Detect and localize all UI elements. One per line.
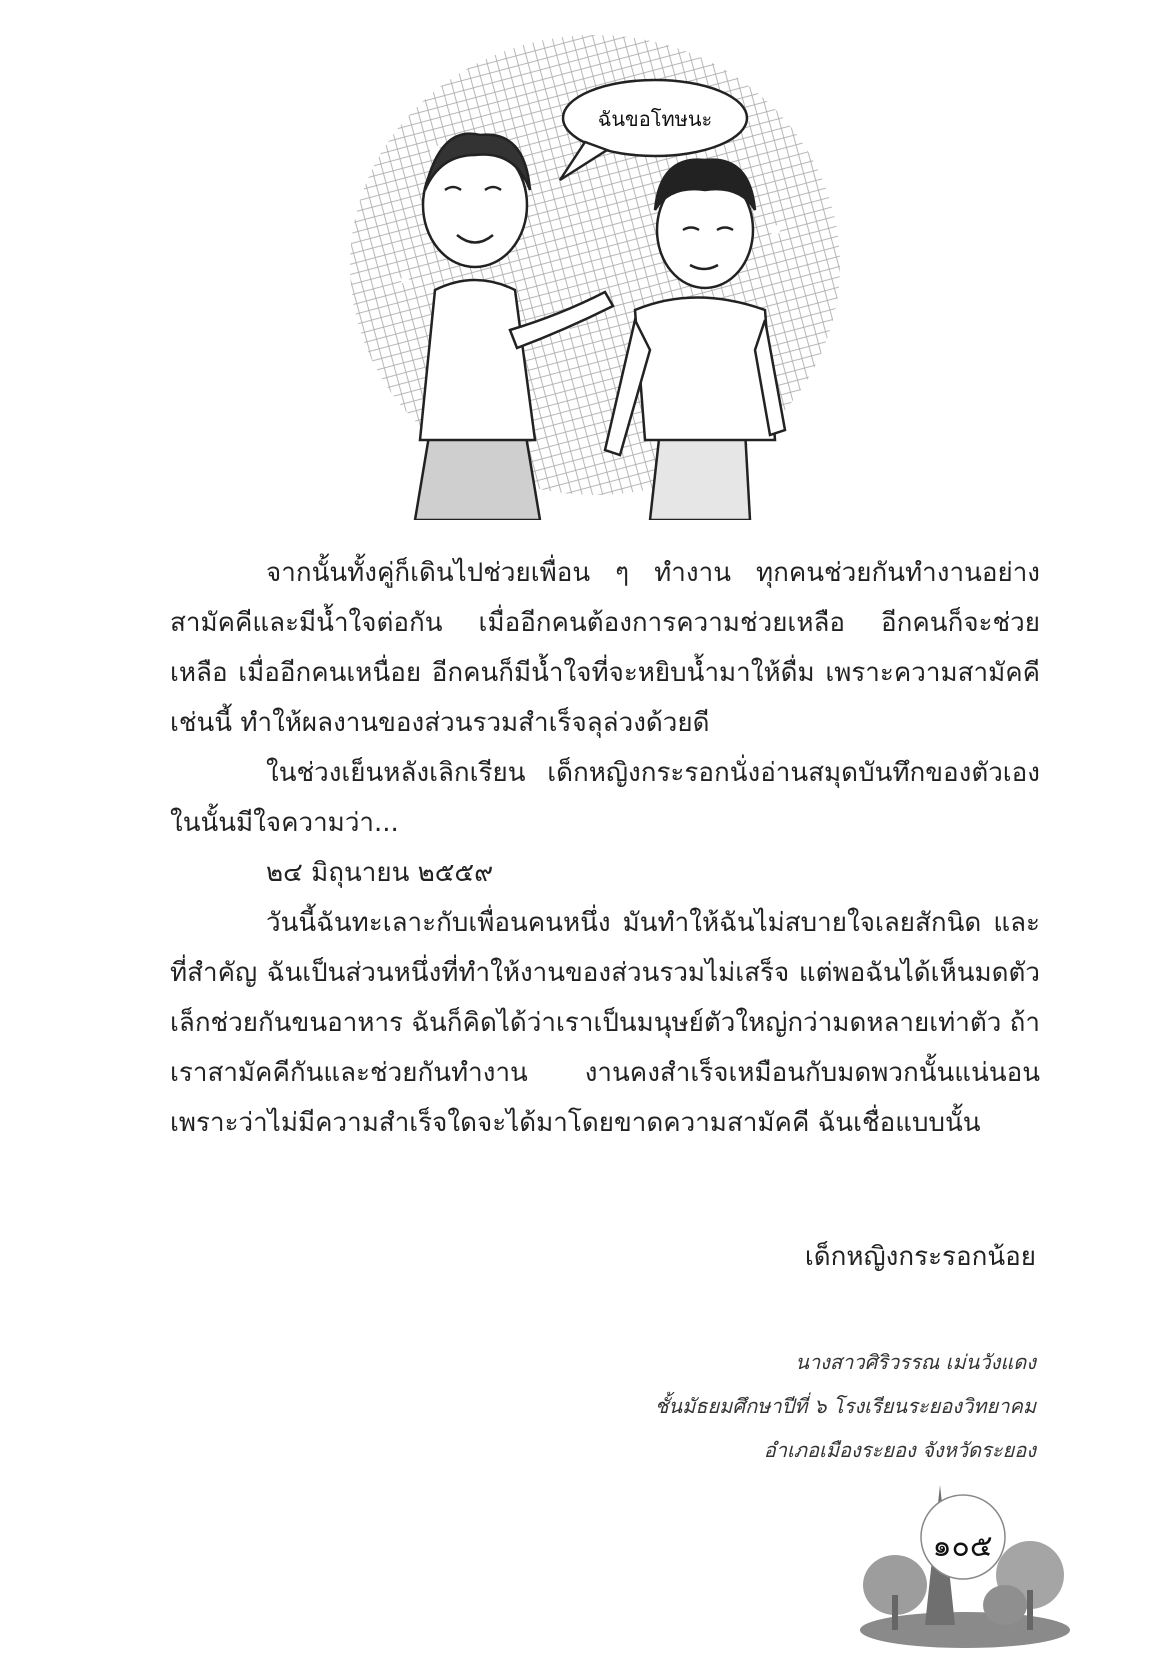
paragraph-3: วันนี้ฉันทะเลาะกับเพื่อนคนหนึ่ง มันทำให้ฉันไม่สบายใจเลยสักนิด และที่สำคัญ ฉันเป็นส่วนหนึ่งที่ทำให้งานของส่วนรวมไม่เสร็จ แต่พอฉันได้เห็นมดตัวเล็กช่วยกันขนอาหาร ฉันก็คิดได้ว่าเราเป็นมนุษย์ตัวใหญ่กว่ามดหลายเท่าตัว ถ้าเราสามัคคีกันและช่วยกันทำงาน งานคงสำเร็จเหมือนกับมดพวกนั้นแน่นอน เพราะว่าไม่มีความสำเร็จใดจะได้มาโดยขาดความสามัคคี ฉันเชื่อแบบนั้น [170, 908, 1040, 1138]
cartoon-illustration [345, 30, 845, 520]
diary-date: ๒๔ มิถุนายน ๒๕๕๙ [266, 858, 494, 888]
paragraph-2: ในช่วงเย็นหลังเลิกเรียน เด็กหญิงกระรอกนั่งอ่านสมุดบันทึกของตัวเองในนั้นมีใจความว่า... [170, 758, 1040, 838]
author-location: อำเภอเมืองระยอง จังหวัดระยอง [763, 1438, 1036, 1462]
page-number: ๑๐๕ [932, 1529, 993, 1564]
paragraph-1: จากนั้นทั้งคู่ก็เดินไปช่วยเพื่อน ๆ ทำงาน ทุกคนช่วยกันทำงานอย่างสามัคคีและมีน้ำใจต่อกัน เมื่ออีกคนต้องการความช่วยเหลือ อีกคนก็จะช่วยเหลือ เมื่ออีกคนเหนื่อย อีกคนก็มีน้ำใจที่จะหยิบน้ำมาให้ดื่ม เพราะความสามัคคีเช่นนี้ ทำให้ผลงานของส่วนรวมสำเร็จลุล่วงด้วยดี [170, 558, 1040, 738]
author-class-school: ชั้นมัธยมศึกษาปีที่ ๖ โรงเรียนระยองวิทยาคม [654, 1394, 1036, 1418]
diary-signature: เด็กหญิงกระรอกน้อย [804, 1242, 1036, 1272]
page-number-badge [855, 1465, 1070, 1650]
author-name: นางสาวศิริวรรณ เม่นวังแดง [795, 1350, 1036, 1374]
story-body [170, 548, 1040, 1148]
author-credit [416, 1340, 1036, 1472]
speech-bubble-text: ฉันขอโทษนะ [597, 107, 713, 131]
